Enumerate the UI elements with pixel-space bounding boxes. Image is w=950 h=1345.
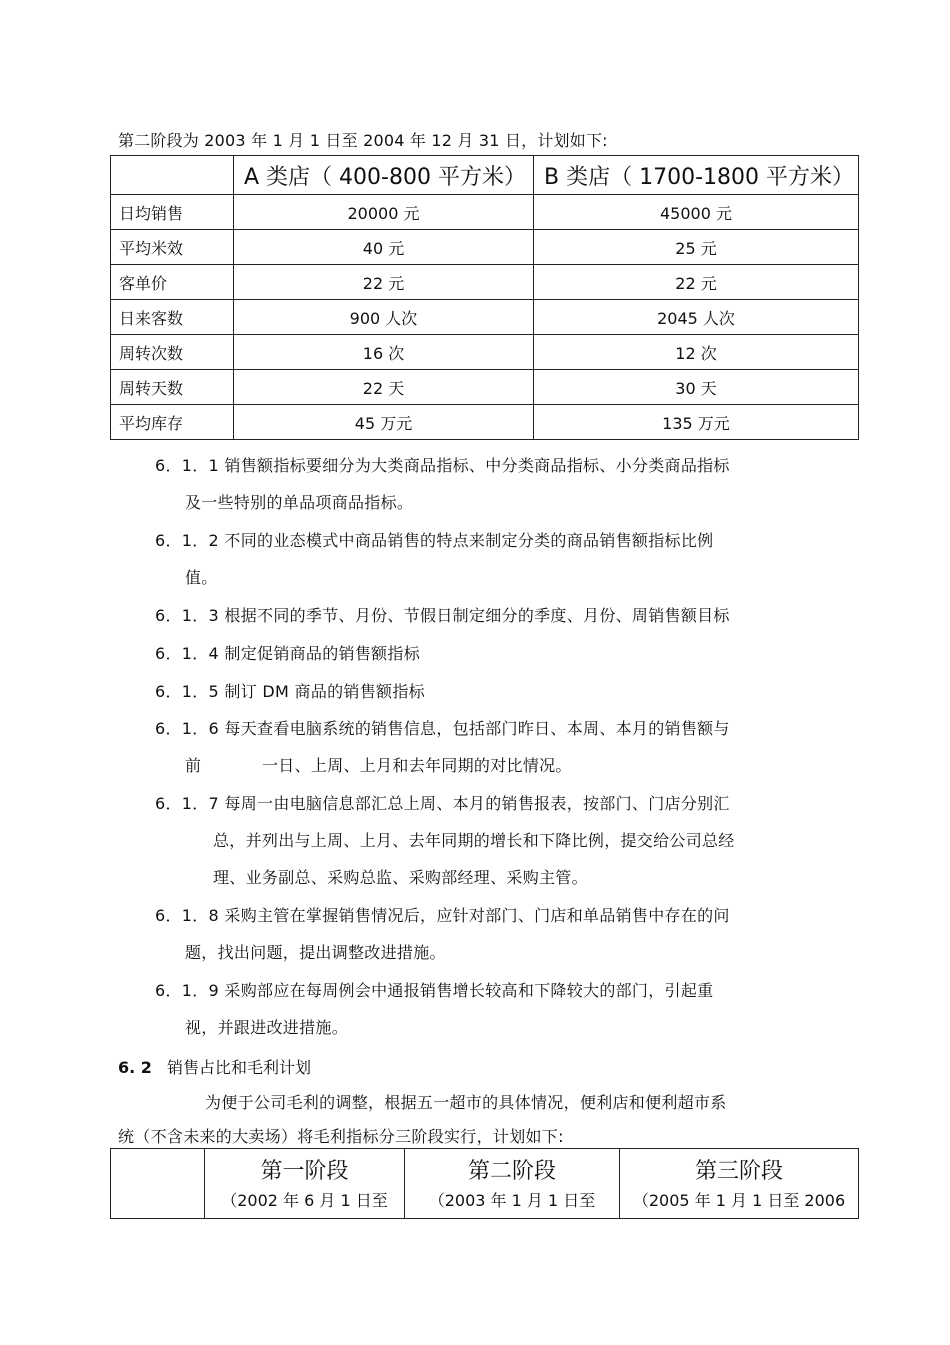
section-number: 6. 2	[118, 1058, 152, 1077]
list-item: 6．1．8 采购主管在掌握销售情况后，应针对部门、门店和单品销售中存在的问	[155, 906, 730, 925]
phase-name: 第一阶段	[260, 1159, 349, 1184]
table-header-row	[111, 156, 859, 195]
phase-date: （2002 年 6 月 1 日至	[221, 1191, 388, 1210]
list-item: 6．1．4 制定促销商品的销售额指标	[155, 644, 421, 663]
b-value: 30 天	[534, 370, 859, 405]
row-label: 日均销售	[111, 195, 234, 230]
header-b-store: B 类店（ 1700-1800 平方米）	[534, 156, 859, 195]
list-item-continuation: 理、业务副总、采购总监、采购部经理、采购主管。	[213, 868, 588, 887]
a-value: 22 元	[234, 265, 534, 300]
paragraph-line: 为便于公司毛利的调整，根据五一超市的具体情况，便利店和便利超市系	[205, 1093, 727, 1112]
a-value: 40 元	[234, 230, 534, 265]
list-item: 6．1．5 制订 DM 商品的销售额指标	[155, 682, 425, 701]
header-a-store: A 类店（ 400-800 平方米）	[234, 156, 534, 195]
row-label: 平均米效	[111, 230, 234, 265]
header-empty-cell	[111, 1149, 205, 1219]
list-item: 6．1．3 根据不同的季节、月份、节假日制定细分的季度、月份、周销售额目标	[155, 606, 730, 625]
store-plan-table	[110, 155, 859, 440]
list-item-continuation: 总，并列出与上周、上月、去年同期的增长和下降比例，提交给公司总经	[213, 831, 735, 850]
a-value: 16 次	[234, 335, 534, 370]
phase-cell	[405, 1149, 620, 1219]
list-item-continuation: 及一些特别的单品项商品指标。	[185, 493, 414, 512]
row-label: 平均库存	[111, 405, 234, 440]
list-item-continuation: 题，找出问题，提出调整改进措施。	[185, 943, 446, 962]
row-label: 日来客数	[111, 300, 234, 335]
table-row	[111, 370, 859, 405]
row-label: 周转次数	[111, 335, 234, 370]
a-value: 20000 元	[234, 195, 534, 230]
list-item: 6．1．7 每周一由电脑信息部汇总上周、本月的销售报表，按部门、门店分别汇	[155, 794, 730, 813]
a-value: 22 天	[234, 370, 534, 405]
section-heading	[118, 1055, 311, 1078]
phase-date: （2003 年 1 月 1 日至	[428, 1191, 596, 1210]
list-item: 6．1．6 每天查看电脑系统的销售信息，包括部门昨日、本周、本月的销售额与	[155, 719, 730, 738]
list-item: 6．1．1 销售额指标要细分为大类商品指标、中分类商品指标、小分类商品指标	[155, 456, 730, 475]
b-value: 135 万元	[534, 405, 859, 440]
table-row	[111, 335, 859, 370]
phase-name: 第三阶段	[694, 1159, 783, 1184]
table-row	[111, 230, 859, 265]
b-value: 2045 人次	[534, 300, 859, 335]
b-value: 25 元	[534, 230, 859, 265]
phase-name: 第二阶段	[467, 1159, 556, 1184]
phase-date: （2005 年 1 月 1 日至 2006	[632, 1191, 846, 1210]
table-row	[111, 265, 859, 300]
list-item: 6．1．9 采购部应在每周例会中通报销售增长较高和下降较大的部门，引起重	[155, 981, 714, 1000]
section-title: 销售占比和毛利计划	[167, 1058, 312, 1077]
header-empty-cell	[111, 156, 234, 195]
table-row	[111, 195, 859, 230]
b-value: 22 元	[534, 265, 859, 300]
a-value: 45 万元	[234, 405, 534, 440]
paragraph-line: 统（不含未来的大卖场）将毛利指标分三阶段实行，计划如下:	[118, 1127, 564, 1146]
list-item-continuation: 一日、上周、上月和去年同期的对比情况。	[262, 756, 572, 775]
list-item-continuation: 视，并跟进改进措施。	[185, 1018, 349, 1037]
b-value: 12 次	[534, 335, 859, 370]
phase-cell	[205, 1149, 405, 1219]
phase-cell	[620, 1149, 859, 1219]
list-item: 6．1．2 不同的业态模式中商品销售的特点来制定分类的商品销售额指标比例	[155, 531, 714, 550]
list-item-continuation: 值。	[185, 568, 218, 587]
intro-text: 第二阶段为 2003 年 1 月 1 日至 2004 年 12 月 31 日，计划如下:	[118, 131, 608, 150]
margin-plan-table	[110, 1148, 859, 1219]
table-row	[111, 405, 859, 440]
table-header-row	[111, 1149, 859, 1219]
a-value: 900 人次	[234, 300, 534, 335]
row-label: 周转天数	[111, 370, 234, 405]
row-label: 客单价	[111, 265, 234, 300]
b-value: 45000 元	[534, 195, 859, 230]
list-item-continuation: 前	[185, 756, 202, 775]
table-row	[111, 300, 859, 335]
